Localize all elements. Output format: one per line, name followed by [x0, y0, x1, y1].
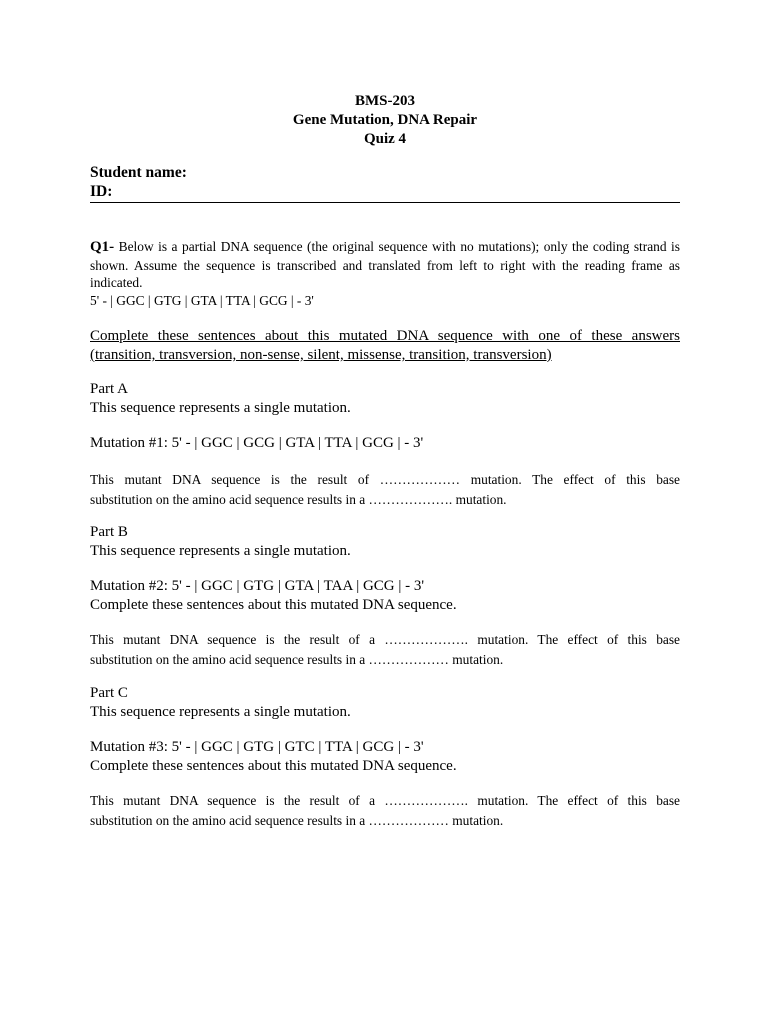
part-a-sentence-line-1: This mutant DNA sequence is the result of ……………… mutation. The effect of this base [90, 472, 680, 487]
part-a-sentence-line-2: substitution on the amino acid sequence results in a ………………. mutation. [90, 492, 507, 507]
part-a-title: Part A [90, 381, 128, 397]
part-c-sentence-line-2: substitution on the amino acid sequence results in a ……………… mutation. [90, 813, 504, 828]
question-1-text [90, 238, 680, 292]
part-c-description: This sequence represents a single mutation. [90, 704, 351, 720]
part-c-mutation-block [90, 738, 680, 776]
part-c-complete: Complete these sentences about this mutated DNA sequence. [90, 758, 457, 774]
part-b-sentence-line-1: This mutant DNA sequence is the result of a ………………. mutation. The effect of this base [90, 632, 680, 647]
part-a-mutation: Mutation #1: 5' - | GGC | GCG | GTA | TTA | GCG | - 3' [90, 435, 424, 451]
part-b-sentence [90, 630, 680, 670]
part-b-sentence-line-2: substitution on the amino acid sequence results in a ……………… mutation. [90, 652, 504, 667]
document-title: Gene Mutation, DNA Repair [292, 112, 478, 128]
question-1-label: Q1- [90, 239, 115, 255]
student-id-label: ID: [90, 183, 113, 200]
part-c-sentence-line-1: This mutant DNA sequence is the result of a ………………. mutation. The effect of this base [90, 793, 680, 808]
part-b-mutation: Mutation #2: 5' - | GGC | GTG | GTA | TAA | GCG | - 3' [90, 578, 425, 594]
part-b [90, 523, 680, 561]
part-b-title: Part B [90, 524, 128, 540]
part-c-mutation: Mutation #3: 5' - | GGC | GTG | GTC | TTA | GCG | - 3' [90, 739, 424, 755]
part-b-description: This sequence represents a single mutation. [90, 543, 351, 559]
part-b-mutation-block [90, 577, 680, 615]
part-a [90, 380, 680, 418]
student-info [90, 163, 680, 201]
part-a-description: This sequence represents a single mutation. [90, 400, 351, 416]
question-1 [90, 238, 680, 309]
question-1-body: Below is a partial DNA sequence (the original sequence with no mutations); only the coding strand is shown. Assume the sequence is transcribed and translated from left to right with the reading frame as indicated. [90, 239, 680, 291]
course-code: BMS-203 [355, 93, 415, 109]
part-c [90, 684, 680, 722]
document-header [90, 92, 680, 149]
part-c-sentence [90, 791, 680, 831]
instructions: Complete these sentences about this mutated DNA sequence with one of these answers (transition, transversion, non-sense, silent, missense, transition, transversion) [90, 328, 680, 363]
student-name-label: Student name: [90, 164, 187, 181]
quiz-number: Quiz 4 [363, 131, 407, 147]
header-divider [90, 202, 680, 203]
part-a-sentence [90, 470, 680, 510]
original-sequence: 5' - | GGC | GTG | GTA | TTA | GCG | - 3' [90, 292, 314, 308]
part-b-complete: Complete these sentences about this mutated DNA sequence. [90, 597, 457, 613]
part-c-title: Part C [90, 685, 128, 701]
